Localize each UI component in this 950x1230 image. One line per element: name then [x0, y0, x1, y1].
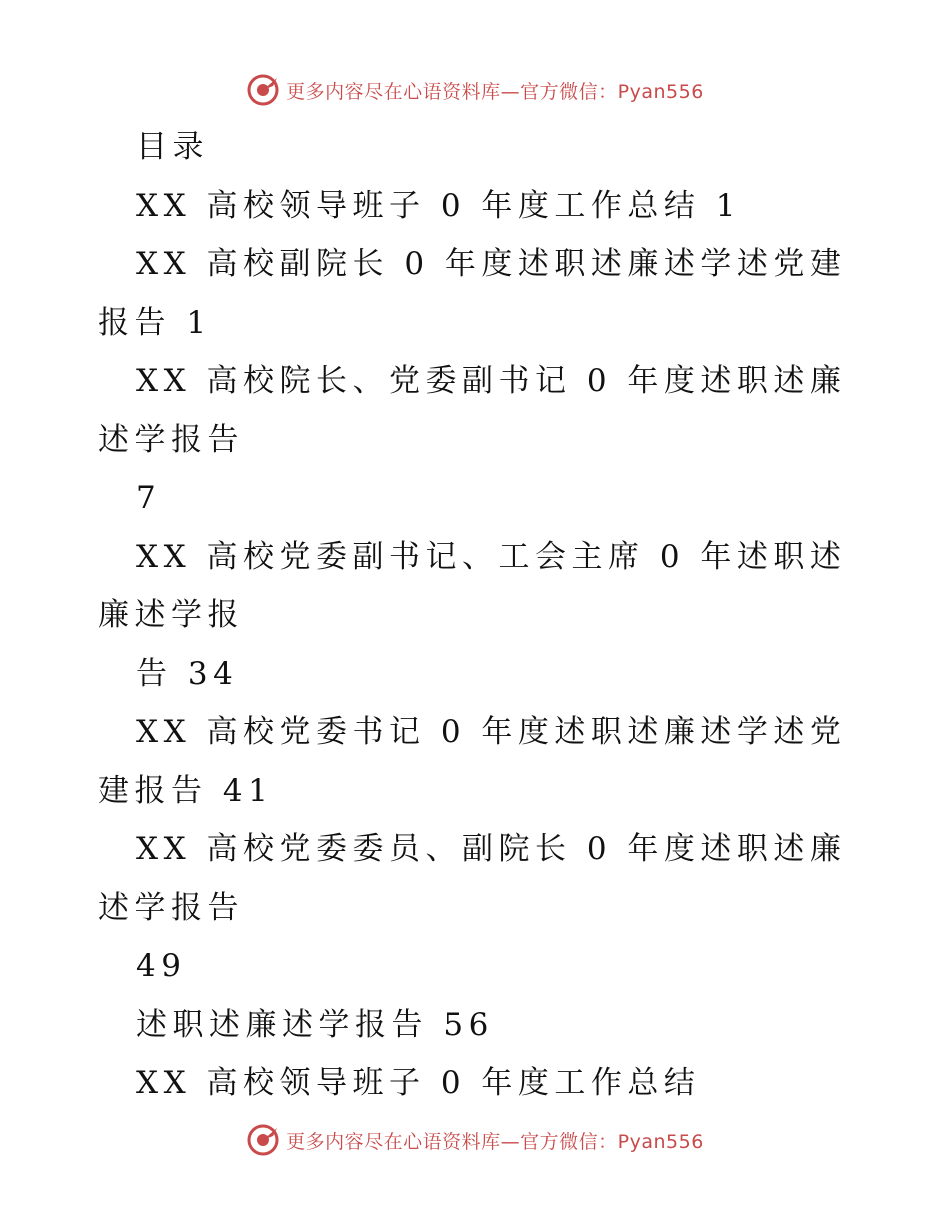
- toc-entry: 述职述廉述学报告 56: [136, 1006, 494, 1043]
- toc-entry: XX 高校党委委员、副院长 0 年度述职述廉述学报告: [98, 831, 847, 926]
- toc-entry: XX 高校副院长 0 年度述职述廉述学述党建报告 1: [98, 246, 847, 341]
- toc-entry: XX 高校党委书记 0 年度述职述廉述学述党建报告 41: [98, 714, 847, 809]
- quill-logo-icon: [246, 73, 280, 107]
- toc-entry: XX 高校院长、党委副书记 0 年度述职述廉述学报告: [98, 363, 847, 458]
- toc-entry: XX 高校领导班子 0 年度工作总结 1: [136, 187, 741, 224]
- watermark-text: 更多内容尽在心语资料库—官方微信：Pyan556: [286, 80, 704, 103]
- toc-entry-page: 7: [136, 480, 162, 516]
- quill-logo-icon: [246, 1123, 280, 1157]
- footer-watermark: [0, 1120, 950, 1160]
- header-watermark: [0, 70, 950, 110]
- watermark-text: 更多内容尽在心语资料库—官方微信：Pyan556: [286, 1130, 704, 1153]
- toc-title: 目录: [136, 129, 209, 165]
- toc-entry: 告 34: [136, 655, 239, 692]
- toc-entry: XX 高校党委副书记、工会主席 0 年述职述廉述学报: [98, 538, 847, 633]
- document-body: [98, 118, 858, 1113]
- toc-entry-page: 49: [136, 948, 187, 984]
- section-heading: XX 高校领导班子 0 年度工作总结: [136, 1065, 701, 1101]
